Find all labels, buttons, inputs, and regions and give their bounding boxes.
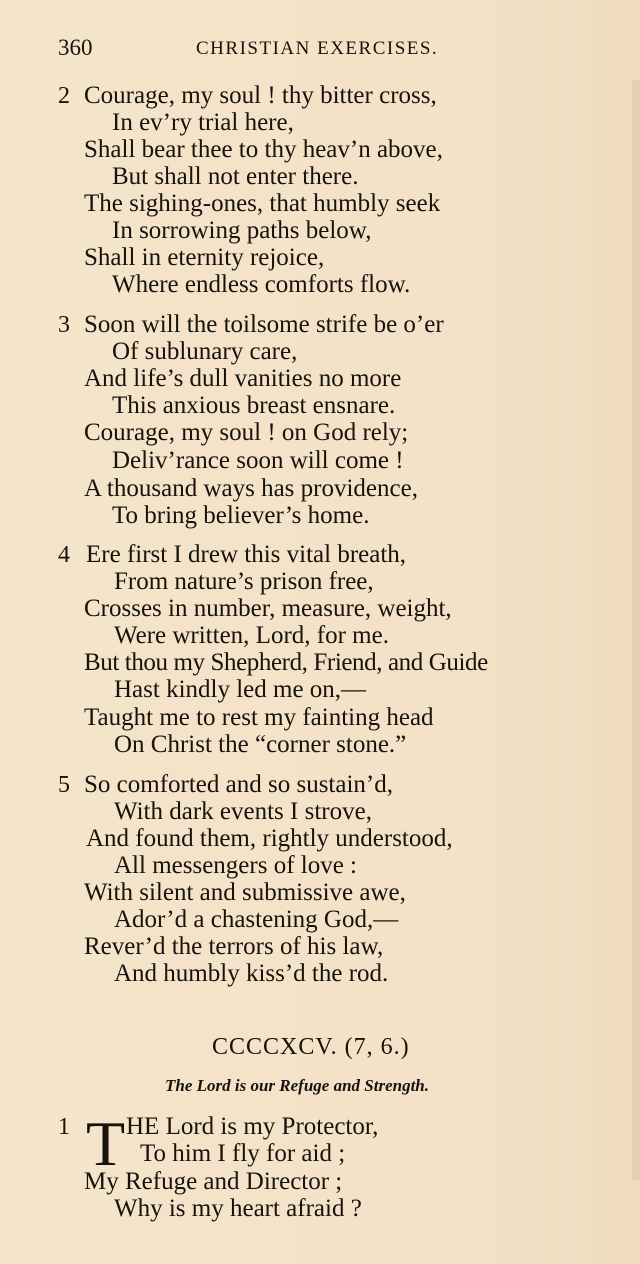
verse-line: And life’s dull vanities no more [84,365,402,392]
stanza-number: 3 [58,312,70,338]
verse-line: Courage, my soul ! on God rely; [84,419,409,446]
verse-line: Rever’d the terrors of his law, [84,933,384,960]
verse-line: This anxious breast ensnare. [112,392,396,419]
verse-line: And found them, rightly understood, [86,825,453,852]
verse-line: And humbly kiss’d the rod. [114,960,389,987]
verse-line: Ador’d a chastening God,— [114,906,399,933]
stanza-number: 4 [58,542,70,568]
verse-line: Crosses in number, measure, weight, [84,595,452,622]
verse-line: But thou my Shepherd, Friend, and Guide [84,649,488,676]
verse-line: From nature’s prison free, [114,568,374,595]
page-number: 360 [58,35,93,60]
stanza-number: 2 [58,83,70,109]
page-header [58,34,508,66]
stanza-number: 1 [58,1114,70,1140]
verse-line: Why is my heart afraid ? [114,1195,362,1222]
verse-line: In sorrowing paths below, [112,217,372,244]
verse-line: My Refuge and Director ; [84,1168,343,1195]
verse-line: Courage, my soul ! thy bitter cross, [84,82,437,109]
verse-line: Taught me to rest my fainting head [84,704,434,731]
verse-line: Hast kindly led me on,— [114,676,367,703]
stanza-number: 5 [58,772,70,798]
drop-cap: T [86,1108,126,1179]
verse-line: HE Lord is my Protector, [126,1113,379,1140]
verse-line: In ev’ry trial here, [112,109,294,136]
verse-line: With dark events I strove, [114,798,372,825]
verse-line: Shall in eternity rejoice, [84,244,325,271]
verse-line: The sighing-ones, that humbly seek [84,190,441,217]
verse-line: With silent and submissive awe, [84,879,406,906]
verse-line: To bring believer’s home. [112,502,370,529]
verse-line: Soon will the toilsome strife be o’er [84,311,444,338]
bleed-through-shadow [626,80,640,1180]
verse-line: Ere first I drew this vital breath, [86,541,407,568]
verse-line: Deliv’rance soon will come ! [112,447,404,474]
verse-line: So comforted and so sustain’d, [84,771,393,798]
verse-line: Were written, Lord, for me. [114,622,389,649]
verse-line: A thousand ways has providence, [84,475,418,502]
verse-line: Of sublunary care, [112,338,298,365]
verse-line: Shall bear thee to thy heav’n above, [84,136,443,163]
hymn-subtitle: The Lord is our Refuge and Strength. [165,1076,430,1095]
verse-line: But shall not enter there. [112,163,359,190]
running-head: CHRISTIAN EXERCISES. [196,38,439,59]
verse-line: On Christ the “corner stone.” [114,731,407,758]
hymn-title: CCCCXCV. (7, 6.) [212,1034,410,1060]
verse-line: All messengers of love : [114,852,358,879]
verse-line: To him I fly for aid ; [140,1140,346,1167]
verse-line: Where endless comforts flow. [112,271,411,298]
